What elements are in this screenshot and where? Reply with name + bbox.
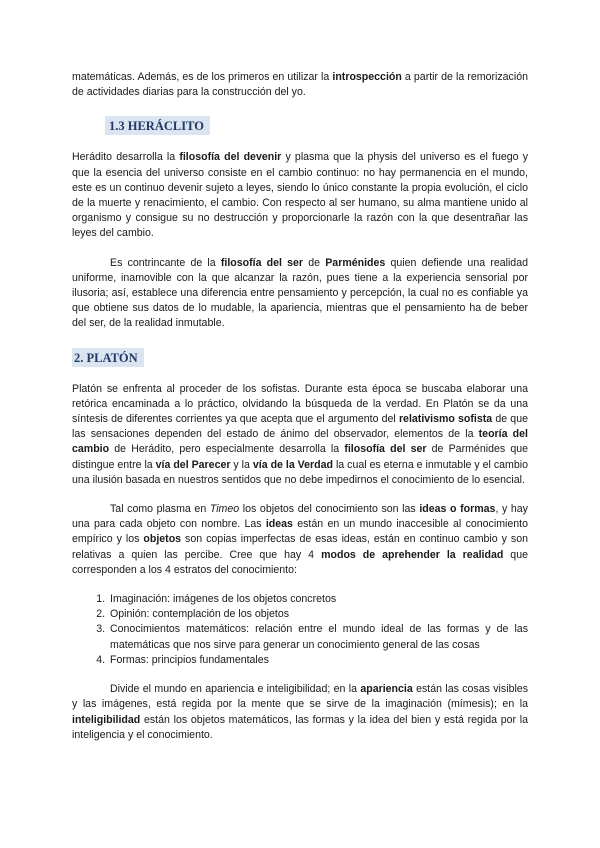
intro-text: matemáticas. Además, es de los primeros en utilizar la	[72, 71, 333, 83]
text-run: Divide el mundo en apariencia e inteligibilidad; en la	[110, 683, 361, 696]
text-run: están las cosas visibles y las imágenes, está regida por la mente que se sirve de la imaginación (mímesis); en la	[72, 683, 528, 711]
text-run: Es contrincante de la	[110, 256, 221, 269]
bold-term: ideas	[265, 518, 293, 531]
bold-term: teoría del cambio	[72, 428, 528, 456]
intro-text-end: a partir de la remorización de actividades diarias para la construcción del yo.	[72, 71, 528, 99]
italic-title: Timeo	[209, 503, 240, 516]
text-run: , y hay una para cada objeto con nombre. Las	[72, 503, 528, 531]
text-run: están en un mundo inaccesible al conocimiento empírico y los	[72, 518, 528, 546]
text-run: Tal como plasma en	[110, 503, 210, 516]
intro-bold-term: introspección	[332, 71, 402, 83]
text-run: están los objetos matemáticos, las formas y la idea del bien y está regida por la inteligencia y el conocimiento.	[72, 713, 528, 741]
section-heading-heraclito: 1.3 HERÁCLITO	[105, 116, 210, 135]
text-run: y la	[230, 458, 253, 471]
text-run: los objetos del conocimiento son las	[239, 503, 420, 516]
bold-term: filosofía del ser	[220, 256, 304, 269]
list-item: 3. Conocimientos matemáticos: relación entre el mundo ideal de las formas y de las matemáticas que nos sirve para generar un conocimiento general de las cosas	[108, 622, 528, 652]
list-item: 1. Imaginación: imágenes de los objetos concretos	[108, 592, 528, 607]
bold-term: filosofía del devenir	[179, 151, 282, 164]
platon-paragraph-3	[72, 682, 528, 743]
list-item: 2. Opinión: contemplación de los objetos	[108, 607, 528, 622]
text-run: son copias imperfectas de esas ideas, están en continuo cambio y son relativas a quien las percibe. Cree que hay 4	[72, 533, 528, 561]
knowledge-levels-list	[72, 592, 528, 668]
platon-paragraph-1	[72, 382, 528, 488]
text-run: la cual es eterna e inmutable y el cambio una ilusión basada en nuestros sentidos que no debe impedirnos el conocimiento de lo esencial.	[72, 458, 528, 486]
text-run: de Herádito, pero especialmente desarrolla la	[109, 443, 345, 456]
section-heading-platon: 2. PLATÓN	[72, 348, 144, 367]
text-run: Platón se enfrenta al proceder de los sofistas. Durante esta época se buscaba elaborar una retórica encaminada a lo práctico, olvidando la búsqueda de la verdad. En Platón se da una síntesis de diferentes corrientes ya que acepta que el argumento del	[72, 382, 528, 426]
text-run: quien defiende una realidad uniforme, inamovible con la que alcanzar la razón, pues tiene a la experiencia sensorial por ilusoria; así, establece una diferencia entre pensamiento y percepción, la cual no es confiable ya que obtiene sus datos de lo mudable, la apariencia, mientras que el pensamiento ha de beber del ser, de la realidad inmutable.	[72, 256, 528, 330]
heraclito-paragraph-1	[72, 150, 528, 241]
bold-term: relativismo sofista	[398, 413, 493, 426]
text-run: de Parménides que distingue entre la	[72, 443, 528, 471]
bold-term: modos de aprehender la realidad	[321, 548, 504, 561]
text-run: de que las sensaciones dependen del estado de ánimo del observador, elementos de la	[72, 413, 528, 441]
bold-term: vía de la Verdad	[252, 458, 333, 471]
page-content	[72, 70, 528, 743]
bold-term: inteligibilidad	[72, 713, 141, 726]
text-run: Herádito desarrolla la	[72, 151, 180, 164]
list-item: 4. Formas: principios fundamentales	[108, 653, 528, 668]
bold-term: Parménides	[325, 256, 386, 269]
bold-term: vía del Parecer	[155, 458, 231, 471]
bold-term: objetos	[143, 533, 182, 546]
intro-paragraph	[72, 70, 528, 100]
heraclito-paragraph-2	[72, 256, 528, 332]
text-run: que corresponden a los 4 estratos del conocimiento:	[72, 548, 528, 576]
bold-term: ideas o formas	[419, 503, 496, 516]
text-run: y plasma que la physis del universo es el fuego y que la esencia del universo consiste en el cambio continuo: no hay permanencia en el mundo, este es un continuo devenir sujeto a leyes, siendo lo único constante la propia evolución, el ciclo de la muerte y renacimiento, el cambio. Con respecto al ser humano, su alma mantiene unido al organismo y consigue su no destrucción y proporcionarle la razón con la que desentrañar las leyes del cambio.	[72, 151, 528, 240]
text-run: de	[303, 256, 326, 269]
bold-term: apariencia	[360, 683, 413, 696]
bold-term: filosofía del ser	[344, 443, 427, 456]
platon-paragraph-2	[72, 502, 528, 578]
